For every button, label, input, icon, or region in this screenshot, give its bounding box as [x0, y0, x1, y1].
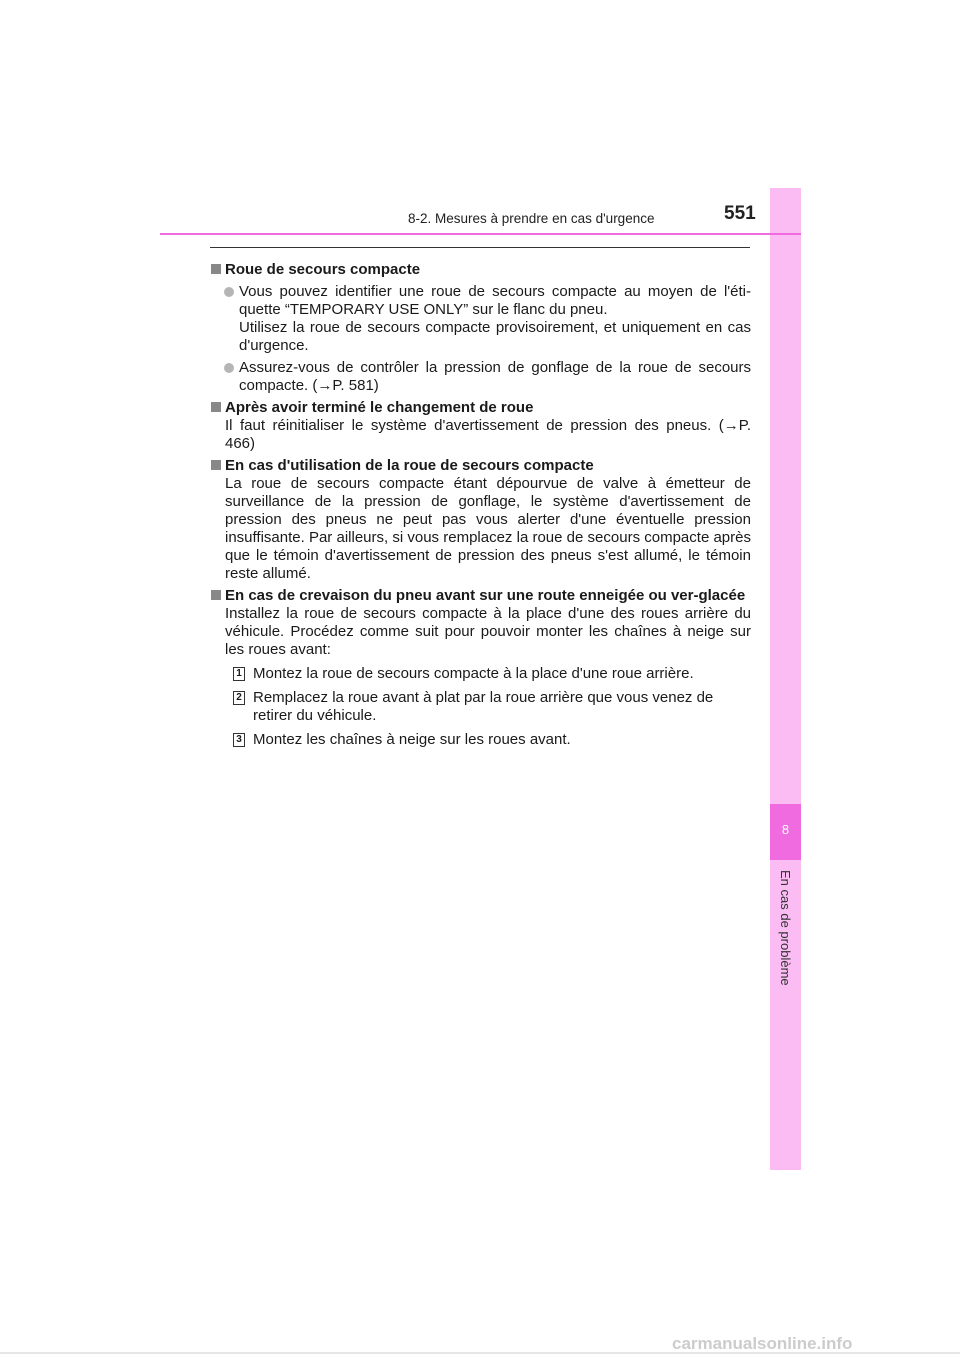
step-number: 1	[233, 667, 245, 681]
section-title: 8-2. Mesures à prendre en cas d'urgence	[408, 211, 655, 226]
step-item	[210, 689, 751, 725]
heading-text: Roue de secours compacte	[225, 261, 421, 278]
bullet-item	[210, 283, 751, 355]
step-text: Montez les chaînes à neige sur les roues avant.	[253, 731, 571, 748]
section-heading	[210, 399, 751, 417]
bullet-item	[210, 359, 751, 395]
circle-bullet-icon	[224, 363, 234, 373]
step-item	[210, 731, 751, 749]
heading-text: En cas d'utilisation de la roue de secours compacte	[225, 457, 594, 474]
step-text: Remplacez la roue avant à plat par la roue arrière que vous venez de retirer du véhicule.	[253, 689, 714, 724]
page-number: 551	[724, 203, 756, 224]
circle-bullet-icon	[224, 287, 234, 297]
square-bullet-icon	[211, 264, 221, 274]
section-heading	[210, 587, 751, 605]
section-text: La roue de secours compacte étant dépourvue de valve à émetteur de surveillance de la pression de gonflage, le système d'avertissement de pression des pneus ne peut pas vous alerter d'une éventuelle pression insuffisante. Par ailleurs, si vous remplacez la roue de secours compacte après que le témoin d'avertissement de pression des pneus s'est allumé, le témoin reste allumé.	[225, 475, 751, 582]
chapter-side-strip	[770, 188, 801, 1170]
heading-text: Après avoir terminé le changement de roue	[225, 399, 534, 416]
section-text: Il faut réinitialiser le système d'avertissement de pression des pneus. (→P. 466)	[225, 417, 751, 452]
section-heading	[210, 261, 751, 279]
step-number: 2	[233, 691, 245, 705]
step-item	[210, 665, 751, 683]
page-content	[210, 257, 751, 749]
heading-text: En cas de crevaison du pneu avant sur une route enneigée ou ver-glacée	[225, 587, 746, 604]
chapter-number: 8	[781, 822, 790, 837]
section-heading	[210, 457, 751, 475]
square-bullet-icon	[211, 590, 221, 600]
footer-watermark: carmanualsonline.info	[672, 1334, 853, 1353]
header-divider	[160, 233, 801, 235]
chapter-label: En cas de problème	[778, 870, 793, 986]
step-text: Montez la roue de secours compacte à la place d'une roue arrière.	[253, 665, 694, 682]
bullet-continuation: Utilisez la roue de secours compacte provisoirement, et uniquement en cas d'urgence.	[239, 319, 751, 354]
content-rule	[210, 247, 750, 248]
bullet-text: Vous pouvez identifier une roue de secours compacte au moyen de l'éti-quette “TEMPORARY USE ONLY” sur le flanc du pneu.	[239, 283, 751, 318]
square-bullet-icon	[211, 402, 221, 412]
square-bullet-icon	[211, 460, 221, 470]
bullet-text: Assurez-vous de contrôler la pression de gonflage de la roue de secours compacte. (→P. 581)	[239, 359, 751, 394]
section-text: Installez la roue de secours compacte à la place d'une des roues arrière du véhicule. Procédez comme suit pour pouvoir monter les chaînes à neige sur les roues avant:	[225, 605, 751, 658]
step-number: 3	[233, 733, 245, 747]
